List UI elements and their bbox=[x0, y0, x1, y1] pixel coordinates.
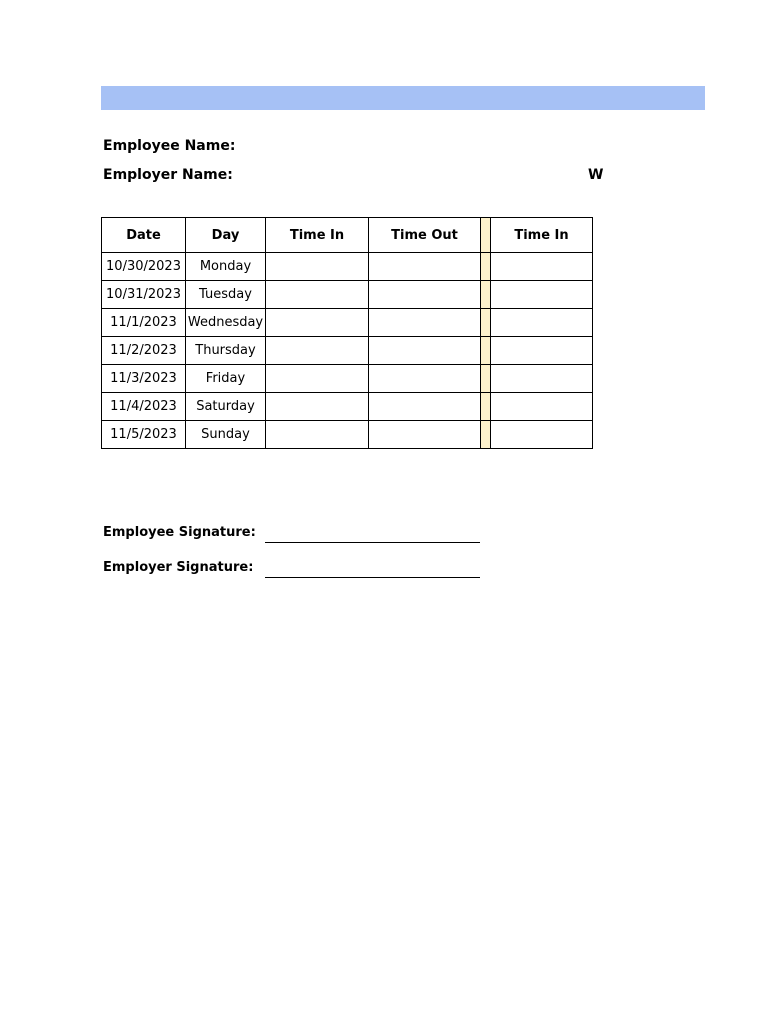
date-cell: 11/5/2023 bbox=[102, 421, 186, 449]
separator-cell bbox=[481, 281, 491, 309]
table-row bbox=[102, 337, 593, 365]
time-in-cell[interactable] bbox=[266, 393, 369, 421]
time-in-2-cell[interactable] bbox=[491, 281, 593, 309]
employee-signature-line[interactable] bbox=[265, 542, 480, 543]
employer-signature-line[interactable] bbox=[265, 577, 480, 578]
column-header-date: Date bbox=[102, 218, 186, 253]
separator-cell bbox=[481, 421, 491, 449]
time-out-cell[interactable] bbox=[369, 421, 481, 449]
clipped-header-text: W bbox=[588, 167, 604, 183]
date-cell: 11/4/2023 bbox=[102, 393, 186, 421]
column-header-time-out: Time Out bbox=[369, 218, 481, 253]
column-header-day: Day bbox=[186, 218, 266, 253]
time-in-2-cell[interactable] bbox=[491, 365, 593, 393]
separator-cell bbox=[481, 309, 491, 337]
table-row bbox=[102, 421, 593, 449]
table-row bbox=[102, 365, 593, 393]
table-row bbox=[102, 281, 593, 309]
column-header-time-in: Time In bbox=[266, 218, 369, 253]
time-out-cell[interactable] bbox=[369, 365, 481, 393]
title-bar bbox=[101, 86, 705, 110]
date-cell: 11/1/2023 bbox=[102, 309, 186, 337]
day-cell: Friday bbox=[186, 365, 266, 393]
time-out-cell[interactable] bbox=[369, 309, 481, 337]
separator-cell bbox=[481, 337, 491, 365]
time-out-cell[interactable] bbox=[369, 337, 481, 365]
date-cell: 11/2/2023 bbox=[102, 337, 186, 365]
day-cell: Thursday bbox=[186, 337, 266, 365]
employer-signature-label: Employer Signature: bbox=[103, 560, 254, 575]
day-cell: Monday bbox=[186, 253, 266, 281]
day-cell: Sunday bbox=[186, 421, 266, 449]
time-out-cell[interactable] bbox=[369, 393, 481, 421]
time-in-cell[interactable] bbox=[266, 365, 369, 393]
time-in-cell[interactable] bbox=[266, 337, 369, 365]
time-in-2-cell[interactable] bbox=[491, 393, 593, 421]
date-cell: 10/31/2023 bbox=[102, 281, 186, 309]
column-header-time-in-2: Time In bbox=[491, 218, 593, 253]
employee-signature-label: Employee Signature: bbox=[103, 525, 256, 540]
time-in-2-cell[interactable] bbox=[491, 337, 593, 365]
timesheet-table bbox=[101, 217, 593, 449]
day-cell: Wednesday bbox=[186, 309, 266, 337]
separator-cell bbox=[481, 393, 491, 421]
time-out-cell[interactable] bbox=[369, 281, 481, 309]
time-in-2-cell[interactable] bbox=[491, 253, 593, 281]
date-cell: 10/30/2023 bbox=[102, 253, 186, 281]
separator-cell bbox=[481, 365, 491, 393]
day-cell: Saturday bbox=[186, 393, 266, 421]
employee-name-label: Employee Name: bbox=[103, 138, 236, 154]
time-in-2-cell[interactable] bbox=[491, 421, 593, 449]
date-cell: 11/3/2023 bbox=[102, 365, 186, 393]
day-cell: Tuesday bbox=[186, 281, 266, 309]
table-row bbox=[102, 393, 593, 421]
separator-cell bbox=[481, 253, 491, 281]
employer-name-label: Employer Name: bbox=[103, 167, 233, 183]
time-in-cell[interactable] bbox=[266, 309, 369, 337]
time-in-cell[interactable] bbox=[266, 253, 369, 281]
table-row bbox=[102, 253, 593, 281]
separator-column bbox=[481, 218, 491, 253]
time-out-cell[interactable] bbox=[369, 253, 481, 281]
table-row bbox=[102, 309, 593, 337]
time-in-cell[interactable] bbox=[266, 421, 369, 449]
time-in-2-cell[interactable] bbox=[491, 309, 593, 337]
time-in-cell[interactable] bbox=[266, 281, 369, 309]
table-header-row bbox=[102, 218, 593, 253]
